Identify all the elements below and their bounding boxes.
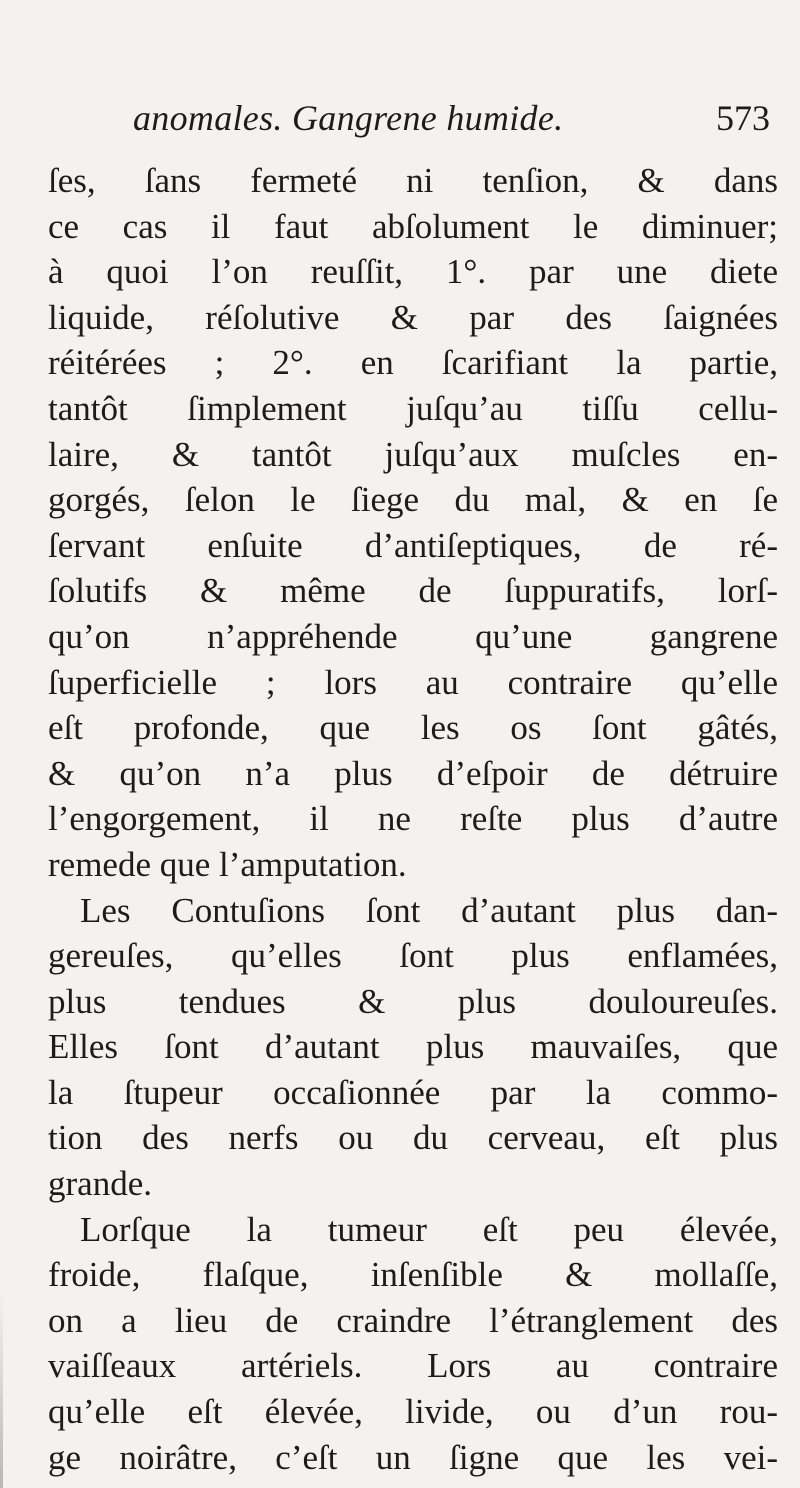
text-line: plus tendues & plus douloureuſes. [48, 981, 778, 1021]
page-number: 573 [716, 98, 770, 138]
text-segment: des [693, 1300, 778, 1340]
paragraph-first-line [48, 888, 778, 934]
text-line: froide, flaſque, inſenſible & mollaſſe, [48, 1255, 778, 1295]
text-line: à quoi l’on reuſſit, 1°. par une diete [48, 252, 778, 292]
text-line: eſt profonde, que les os ſont gâtés, [48, 708, 778, 748]
italic-term: Contuſions [171, 890, 326, 930]
running-head: anomales. Gangrene humide. [133, 98, 564, 138]
text-line: liquide, réſolutive & par des ſaignées [48, 297, 778, 337]
text-segment: Les [80, 890, 172, 930]
text-line: la ſtupeur occaſionnée par la commo- [48, 1072, 778, 1112]
page-header [133, 97, 773, 147]
binding-shadow [0, 1290, 3, 1488]
text-line [48, 1298, 778, 1344]
text-line: & qu’on n’a plus d’eſpoir de détruire [48, 753, 778, 793]
text-line: Elles ſont d’autant plus mauvaiſes, que [48, 1027, 778, 1067]
text-segment: ſont d’autant plus dan- [325, 890, 778, 930]
text-line: ſuperficielle ; lors au contraire qu’elle [48, 662, 778, 702]
text-line: gorgés, ſelon le ſiege du mal, & en ſe [48, 480, 778, 520]
text-segment: on a lieu de craindre l’ [48, 1300, 511, 1340]
body-text [48, 158, 778, 1480]
text-line: gereuſes, qu’elles ſont plus enflamées, [48, 936, 778, 976]
text-line: laire, & tantôt juſqu’aux muſcles en- [48, 434, 778, 474]
text-line: l’engorgement, il ne reſte plus d’autre [48, 799, 778, 839]
text-line: vaiſſeaux artériels. Lors au contraire [48, 1346, 778, 1386]
text-line: ce cas il faut abſolument le diminuer; [48, 206, 778, 246]
text-line: remede que l’amputation. [48, 844, 407, 884]
text-line: réitérées ; 2°. en ſcarifiant la partie, [48, 343, 778, 383]
paragraph-first-line: Lorſque la tumeur eſt peu élevée, [80, 1209, 778, 1249]
italic-term: étranglement [510, 1300, 694, 1340]
text-line: ge noirâtre, c’eſt un ſigne que les vei- [48, 1437, 778, 1477]
text-line: tion des nerfs ou du cerveau, eſt plus [48, 1118, 778, 1158]
text-line: ſervant enſuite d’antiſeptiques, de ré- [48, 525, 778, 565]
text-line: tantôt ſimplement juſqu’au tiſſu cellu- [48, 388, 778, 428]
text-line: ſolutifs & même de ſuppuratifs, lorſ- [48, 571, 778, 611]
text-line: qu’elle eſt élevée, livide, ou d’un rou- [48, 1392, 778, 1432]
text-line: qu’on n’appréhende qu’une gangrene [48, 616, 778, 656]
text-line: grande. [48, 1164, 152, 1204]
text-line: ſes, ſans fermeté ni tenſion, & dans [48, 161, 778, 200]
